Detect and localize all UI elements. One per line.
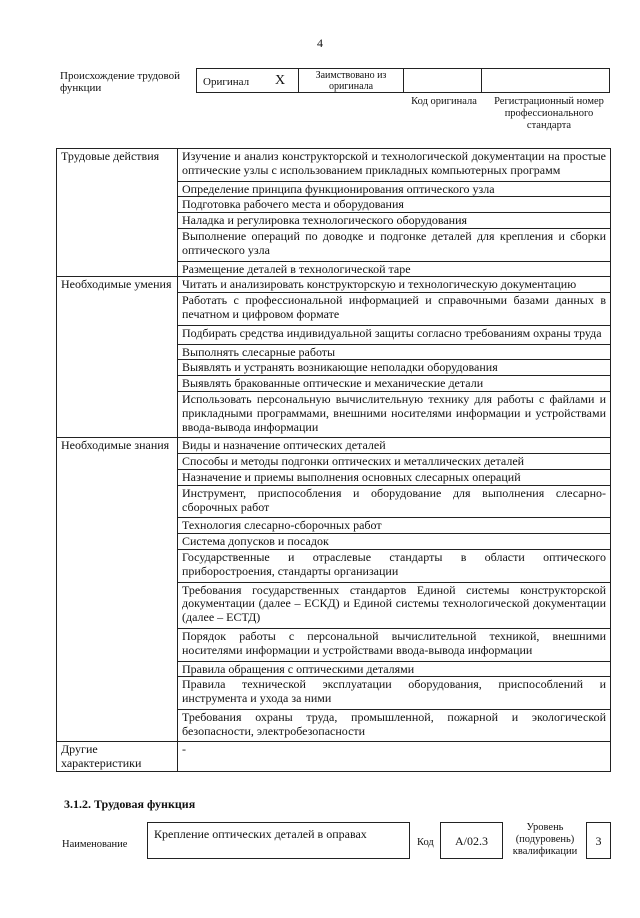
table-cell-item: Подготовка рабочего места и оборудования — [178, 197, 611, 213]
table-cell-item: Изучение и анализ конструкторской и технологической документации на простые оптические узлы с использованием прикладных компьютерных программ — [178, 149, 611, 182]
table-cell-item: Государственные и отраслевые стандарты в области оптического приборостроения, стандарты организации — [178, 549, 611, 582]
table-cell-item: Виды и назначение оптических деталей — [178, 438, 611, 454]
labor-function-table — [56, 148, 611, 772]
table-cell-item: Подбирать средства индивидуальной защиты согласно требованиям охраны труда — [178, 325, 611, 344]
table-cell-item: Порядок работы с персональной вычислительной техникой, внешними носителями информации и устройствами ввода-вывода информации — [178, 628, 611, 661]
table-cell-item: Размещение деталей в технологической таре — [178, 261, 611, 277]
table-cell-item: Требования государственных стандартов Единой системы конструкторской документации (далее – ЕСКД) и Единой системы технологической документации (далее – ЕСТД) — [178, 582, 611, 628]
borrowed-label: Заимствовано из оригинала — [315, 70, 387, 92]
table-cell-item: Правила обращения с оптическими деталями — [178, 661, 611, 677]
section-label: Необходимые знания — [57, 438, 178, 742]
origin-borrowed-cell — [298, 68, 403, 93]
table-cell-item: - — [178, 742, 611, 772]
section-label: Трудовые действия — [57, 149, 178, 277]
section-heading: 3.1.2. Трудовая функция — [64, 797, 196, 811]
table-row — [57, 277, 611, 293]
table-cell-item: Технология слесарно-сборочных работ — [178, 518, 611, 534]
table-row — [57, 742, 611, 772]
code-label: Код — [417, 837, 434, 848]
section-label: Другие характеристики — [57, 742, 178, 772]
table-cell-item: Читать и анализировать конструкторскую и технологическую документацию — [178, 277, 611, 293]
table-cell-item: Выполнять слесарные работы — [178, 344, 611, 360]
function-code-value: А/02.3 — [440, 822, 503, 859]
origin-original-cell — [196, 68, 298, 93]
code-caption: Код оригинала — [411, 96, 477, 107]
table-cell-item: Определение принципа функционирования оптического узла — [178, 181, 611, 197]
original-label: Оригинал — [203, 76, 250, 88]
level-label: Уровень (подуровень) квалификации — [512, 822, 578, 857]
table-cell-item: Требования охраны труда, промышленной, пожарной и экологической безопасности, электробезопасности — [178, 709, 611, 742]
table-cell-item: Выполнение операций по доводке и подгонке деталей для крепления и сборки оптического узла — [178, 228, 611, 261]
table-cell-item: Система допусков и посадок — [178, 534, 611, 550]
section-label: Необходимые умения — [57, 277, 178, 438]
table-cell-item: Инструмент, приспособления и оборудование для выполнения слесарно-сборочных работ — [178, 485, 611, 518]
table-cell-item: Работать с профессиональной информацией и справочными базами данных в печатном и цифровом формате — [178, 293, 611, 326]
origin-code-cell — [403, 68, 481, 93]
table-cell-item: Выявлять и устранять возникающие неполадки оборудования — [178, 360, 611, 376]
table-row — [57, 438, 611, 454]
origin-reg-cell — [481, 68, 610, 93]
table-cell-item: Выявлять бракованные оптические и механические детали — [178, 376, 611, 392]
function-name-value: Крепление оптических деталей в оправах — [147, 822, 410, 859]
table-cell-item: Наладка и регулировка технологического оборудования — [178, 213, 611, 229]
table-cell-item: Правила технической эксплуатации оборудования, приспособлений и инструмента и ухода за ними — [178, 677, 611, 710]
reg-caption: Регистрационный номер профессионального стандарта — [494, 96, 604, 131]
origin-table — [196, 68, 610, 93]
table-cell-item: Назначение и приемы выполнения основных слесарных операций — [178, 469, 611, 485]
table-row — [57, 149, 611, 182]
origin-label: Происхождение трудовой функции — [60, 70, 181, 94]
table-cell-item: Использовать персональную вычислительную технику для работы с файлами и прикладными программами, внешними носителями информации и устройствами ввода-вывода информации — [178, 391, 611, 437]
original-mark: X — [275, 73, 286, 88]
page-number: 4 — [317, 36, 323, 50]
table-cell-item: Способы и методы подгонки оптических и металлических деталей — [178, 454, 611, 470]
name-label: Наименование — [62, 839, 128, 850]
level-value: 3 — [586, 822, 611, 859]
